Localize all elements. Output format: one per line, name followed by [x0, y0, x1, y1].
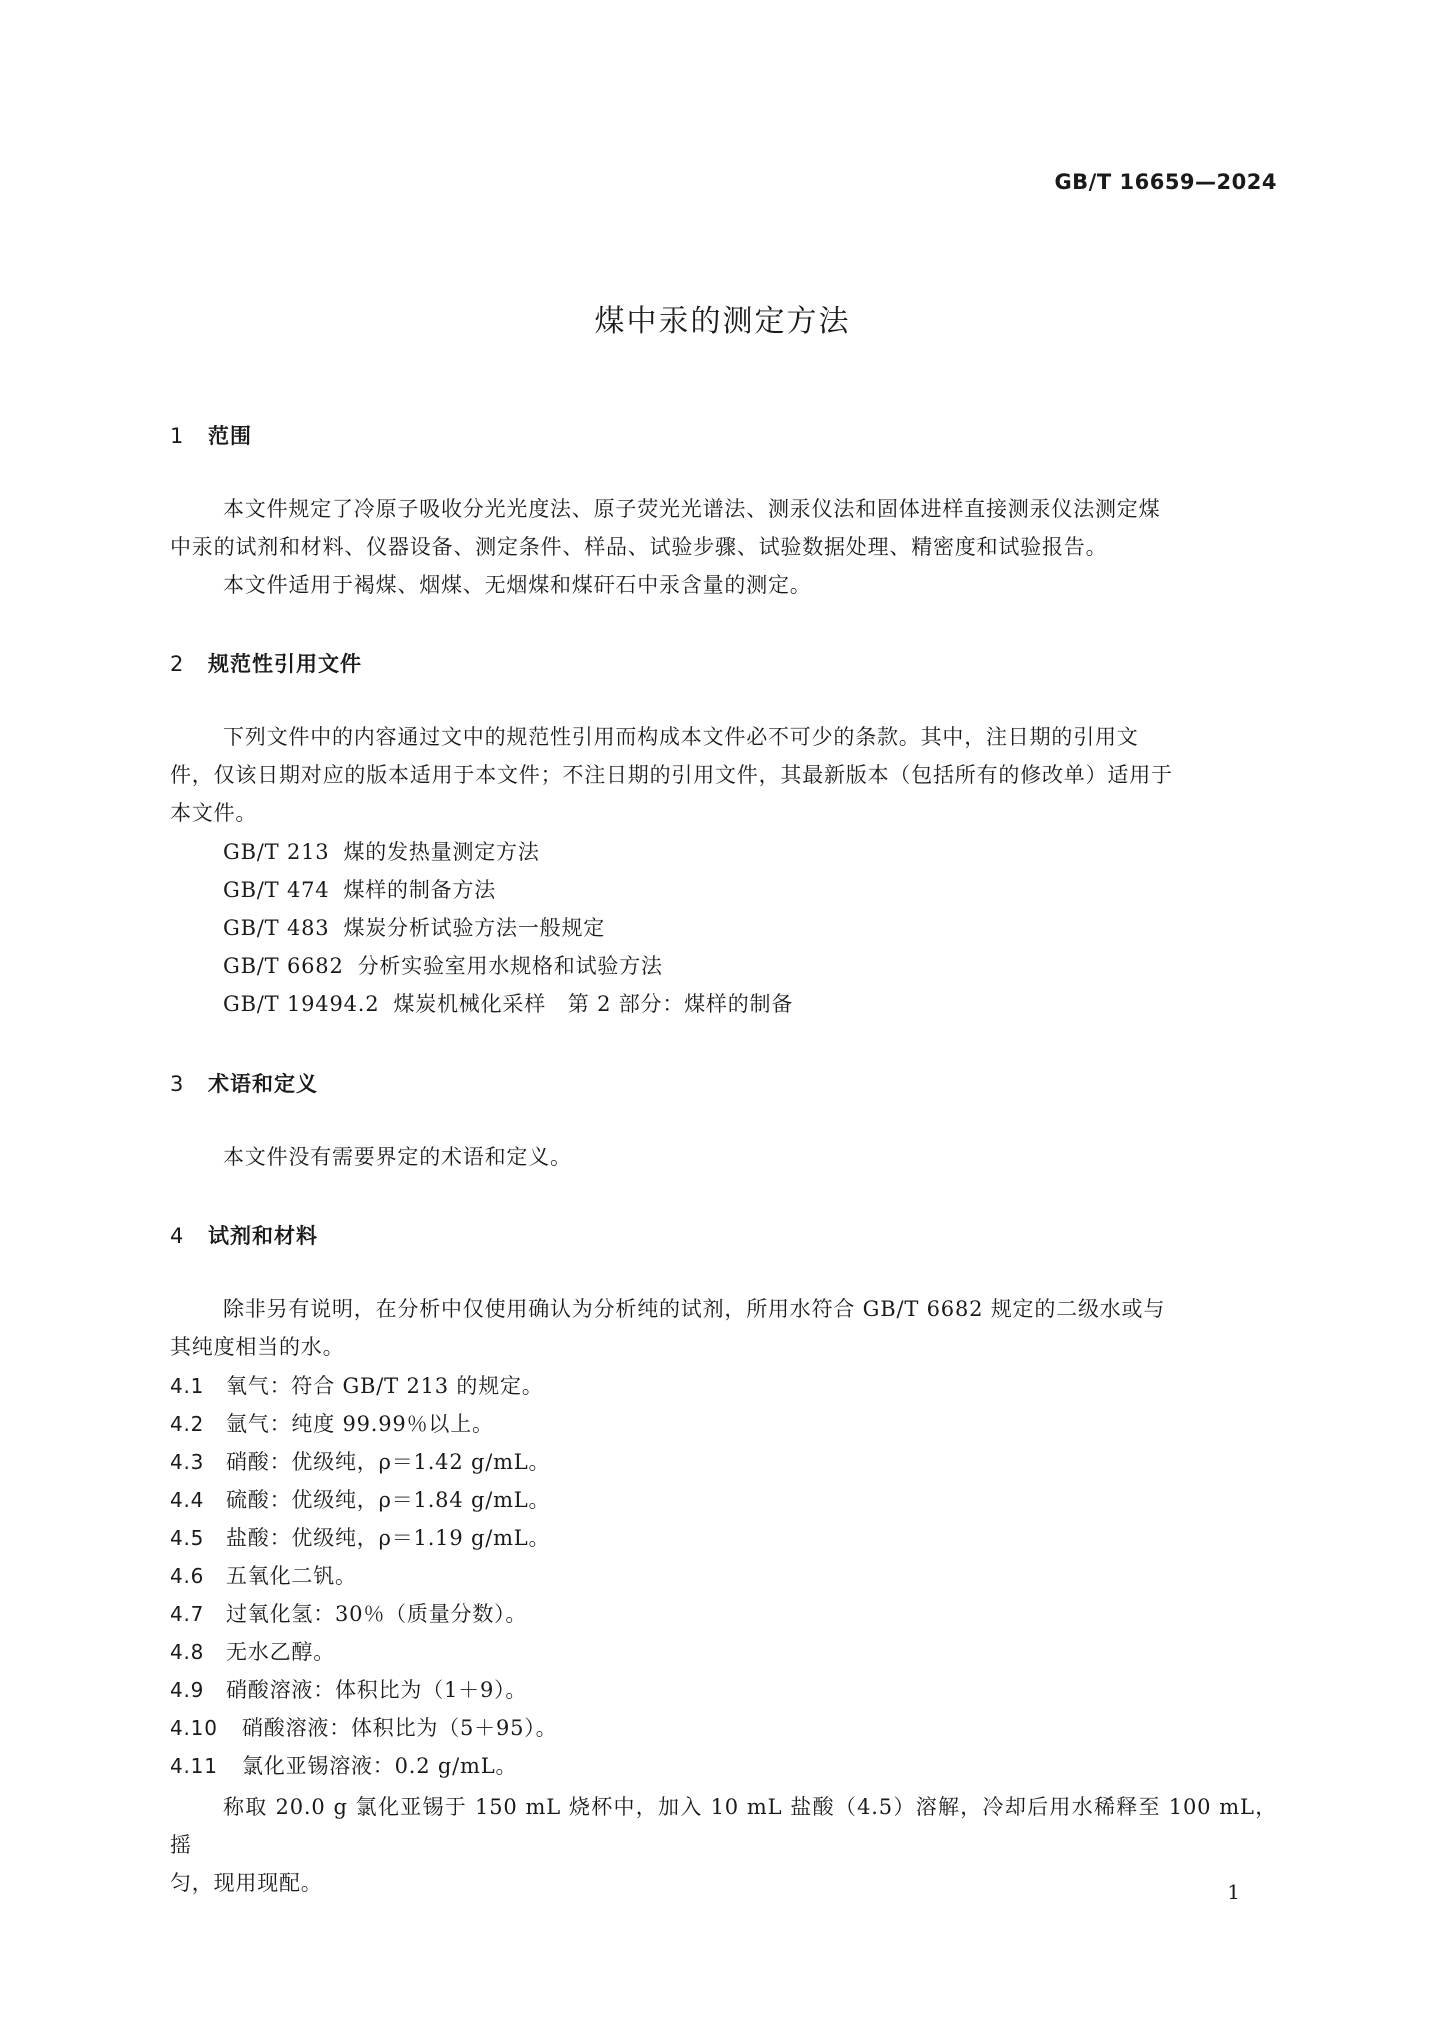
item-text: 过氧化氢：30％（质量分数）。: [226, 1602, 528, 1626]
normative-reference: [223, 988, 793, 1018]
reference-title: 煤炭机械化采样 第 2 部分：煤样的制备: [393, 992, 794, 1016]
item-number: 4.3: [170, 1450, 205, 1474]
item-number: 4.2: [170, 1412, 205, 1436]
section-title: 试剂和材料: [208, 1224, 318, 1248]
item-text: 硝酸：优级纯，ρ＝1.42 g/mL。: [226, 1450, 551, 1474]
section-1-heading: [170, 420, 252, 450]
reagent-item: [170, 1598, 527, 1628]
reference-code: GB/T 474: [223, 878, 330, 902]
item-number: 4.7: [170, 1602, 205, 1626]
item-text: 氯化亚锡溶液：0.2 g/mL。: [242, 1754, 518, 1778]
reference-code: GB/T 19494.2: [223, 992, 380, 1016]
section-1-paragraph-2: 本文件适用于褐煤、烟煤、无烟煤和煤矸石中汞含量的测定。: [223, 573, 812, 597]
reagent-item: [170, 1750, 517, 1780]
item-number: 4.4: [170, 1488, 205, 1512]
document-code: GB/T 16659—2024: [1054, 170, 1277, 194]
reference-title: 分析实验室用水规格和试验方法: [357, 954, 663, 978]
reagent-item: [170, 1484, 550, 1514]
item-number: 4.11: [170, 1754, 218, 1778]
section-2-paragraph-1: 下列文件中的内容通过文中的规范性引用而构成本文件必不可少的条款。其中，注日期的引用文 件，仅该日期对应的版本适用于本文件；不注日期的引用文件，其最新版本（包括所有的修改单）适用于 本文件。: [170, 725, 1173, 825]
reference-code: GB/T 6682: [223, 954, 344, 978]
section-title: 范围: [208, 424, 252, 448]
section-title: 规范性引用文件: [208, 652, 362, 676]
reagent-item: [170, 1370, 544, 1400]
section-title: 术语和定义: [208, 1072, 318, 1096]
reagent-item: [170, 1674, 527, 1704]
item-text: 五氧化二钒。: [226, 1564, 357, 1588]
section-4-paragraph-2: 称取 20.0 g 氯化亚锡于 150 mL 烧杯中，加入 10 mL 盐酸（4.5）溶解，冷却后用水稀释至 100 mL，摇 匀，现用现配。: [170, 1795, 1277, 1895]
item-text: 盐酸：优级纯，ρ＝1.19 g/mL。: [226, 1526, 551, 1550]
reference-title: 煤炭分析试验方法一般规定: [343, 916, 606, 940]
item-number: 4.5: [170, 1526, 205, 1550]
section-3-heading: [170, 1068, 318, 1098]
reference-title: 煤样的制备方法: [343, 878, 497, 902]
item-text: 硝酸溶液：体积比为（1＋9）。: [226, 1678, 528, 1702]
section-number: 1: [170, 424, 185, 448]
item-number: 4.10: [170, 1716, 218, 1740]
section-2-heading: [170, 648, 362, 678]
item-text: 氩气：纯度 99.99％以上。: [226, 1412, 494, 1436]
item-number: 4.8: [170, 1640, 205, 1664]
reagent-item: [170, 1712, 557, 1742]
item-number: 4.9: [170, 1678, 205, 1702]
section-number: 2: [170, 652, 185, 676]
reagent-item: [170, 1446, 550, 1476]
reagent-item: [170, 1522, 550, 1552]
item-text: 硫酸：优级纯，ρ＝1.84 g/mL。: [226, 1488, 551, 1512]
page-number: 1: [1227, 1880, 1240, 1904]
item-text: 无水乙醇。: [226, 1640, 335, 1664]
page-title: 煤中汞的测定方法: [594, 304, 851, 339]
normative-reference: [223, 836, 540, 866]
item-text: 氧气：符合 GB/T 213 的规定。: [226, 1374, 544, 1398]
item-number: 4.1: [170, 1374, 205, 1398]
reagent-item: [170, 1560, 357, 1590]
item-number: 4.6: [170, 1564, 205, 1588]
reference-code: GB/T 213: [223, 840, 330, 864]
reagent-item: [170, 1408, 494, 1438]
normative-reference: [223, 912, 605, 942]
section-4-paragraph-1: 除非另有说明，在分析中仅使用确认为分析纯的试剂，所用水符合 GB/T 6682 规定的二级水或与 其纯度相当的水。: [170, 1297, 1166, 1359]
reagent-item: [170, 1636, 335, 1666]
section-4-heading: [170, 1220, 318, 1250]
section-3-paragraph-1: 本文件没有需要界定的术语和定义。: [223, 1145, 572, 1169]
normative-reference: [223, 874, 496, 904]
section-1-paragraph-1: 本文件规定了冷原子吸收分光光度法、原子荧光光谱法、测汞仪法和固体进样直接测汞仪法测定煤 中汞的试剂和材料、仪器设备、测定条件、样品、试验步骤、试验数据处理、精密度和试验报告。: [170, 497, 1161, 559]
item-text: 硝酸溶液：体积比为（5＋95）。: [242, 1716, 558, 1740]
section-number: 4: [170, 1224, 185, 1248]
reference-title: 煤的发热量测定方法: [343, 840, 540, 864]
section-number: 3: [170, 1072, 185, 1096]
reference-code: GB/T 483: [223, 916, 330, 940]
normative-reference: [223, 950, 663, 980]
